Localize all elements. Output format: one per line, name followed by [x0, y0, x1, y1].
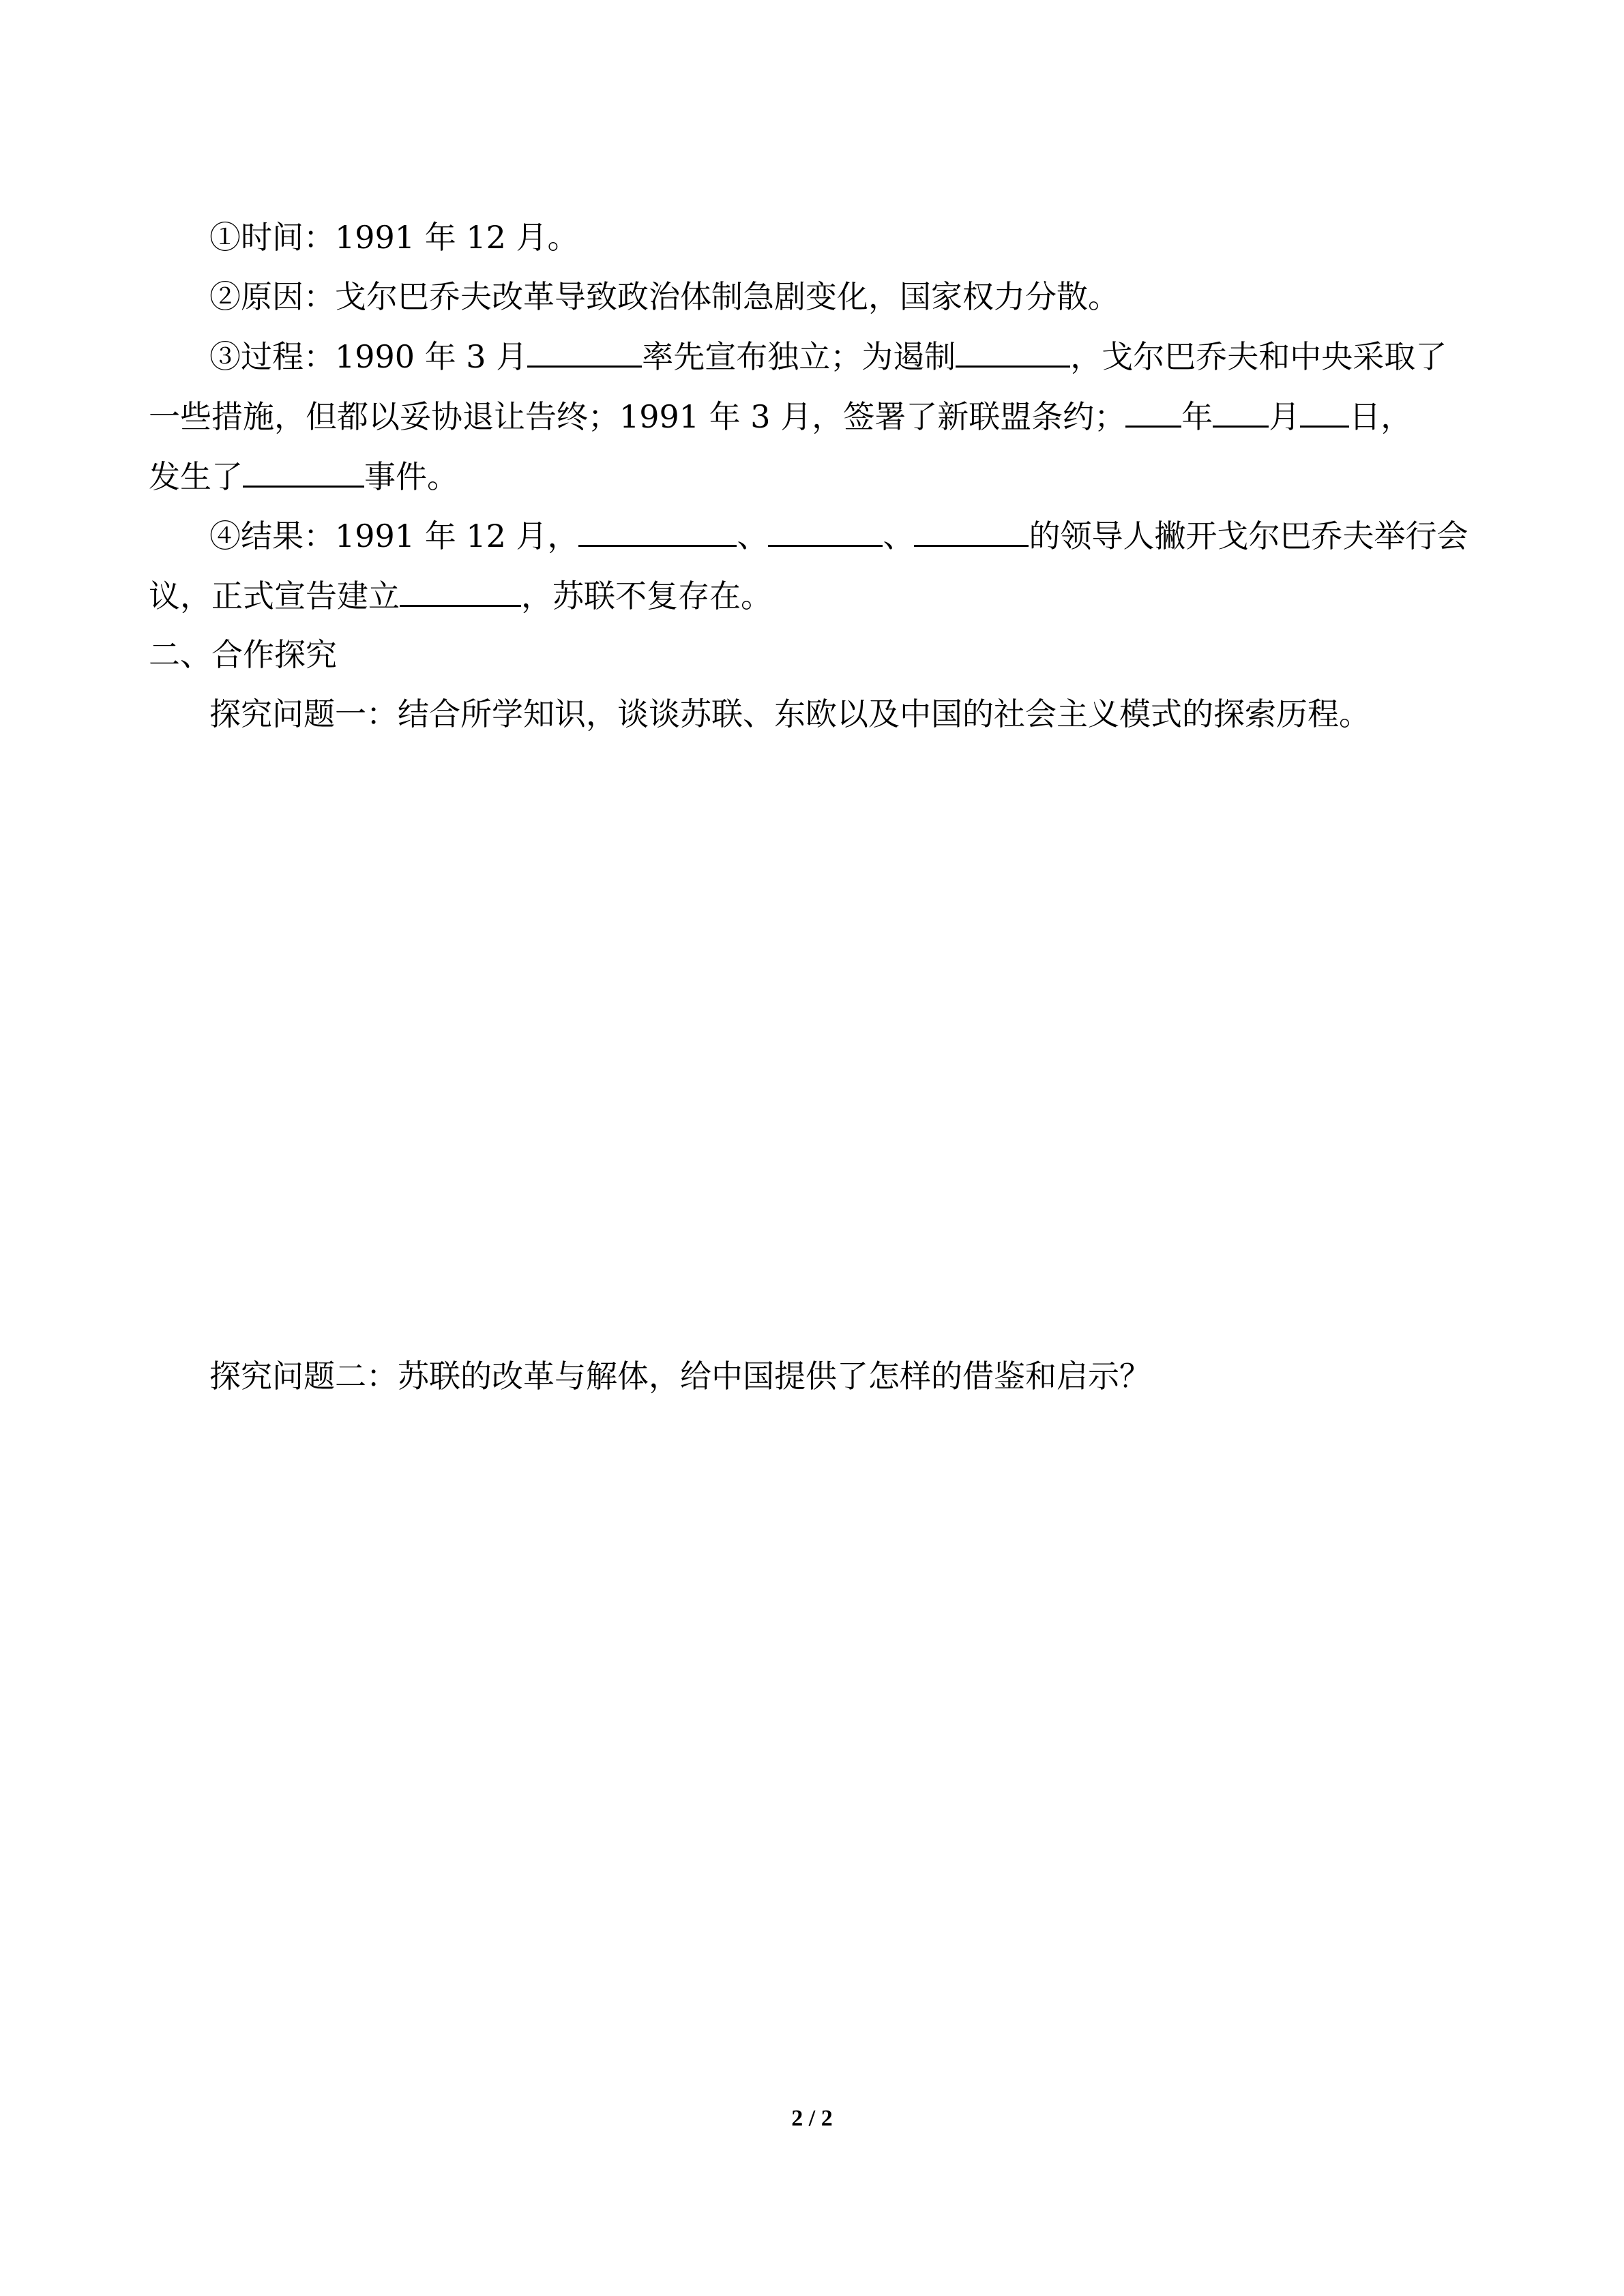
result-text-3: 、: [883, 518, 915, 554]
line-process-3: [149, 456, 458, 497]
result-text-2: 、: [737, 518, 769, 554]
line-time-text: ①时间：1991 年 12 月。: [209, 219, 579, 256]
process2-text-3: 月: [1269, 398, 1301, 435]
line-time: [209, 217, 578, 258]
fill-blank[interactable]: [578, 515, 737, 547]
result2-text-2: ，苏联不复存在。: [521, 578, 772, 614]
process2-text-2: 年: [1181, 398, 1213, 435]
fill-blank[interactable]: [400, 575, 521, 607]
page-number: 2 / 2: [791, 2106, 833, 2131]
fill-blank[interactable]: [956, 336, 1070, 368]
fill-blank[interactable]: [768, 515, 883, 547]
result2-text-1: 议，正式宣告建立: [149, 578, 400, 614]
fill-blank[interactable]: [914, 515, 1029, 547]
section-heading-text: 二、合作探究: [149, 636, 337, 673]
result-text-4: 的领导人撇开戈尔巴乔夫举行会: [1029, 518, 1468, 554]
line-reason: [209, 276, 1119, 317]
result-text-1: ④结果：1991 年 12 月，: [209, 518, 579, 554]
process-text-1: ③过程：1990 年 3 月: [209, 338, 528, 375]
line-result: [209, 515, 1468, 556]
inquiry-question-2-text: 探究问题二：苏联的改革与解体，给中国提供了怎样的借鉴和启示？: [209, 1358, 1151, 1395]
fill-blank[interactable]: [243, 456, 364, 488]
process3-text-2: 事件。: [364, 458, 458, 495]
line-process-2: [149, 396, 1412, 437]
process-text-2: 率先宣布独立；为遏制: [642, 338, 956, 375]
section-heading-cooperative-inquiry: [149, 634, 337, 675]
inquiry-question-1: [209, 694, 1370, 734]
process2-text-4: 日，: [1349, 398, 1413, 435]
inquiry-question-1-text: 探究问题一：结合所学知识，谈谈苏联、东欧以及中国的社会主义模式的探索历程。: [209, 696, 1370, 732]
fill-blank[interactable]: [1300, 396, 1349, 428]
line-result-2: [149, 575, 772, 616]
process3-text-1: 发生了: [149, 458, 243, 495]
fill-blank[interactable]: [527, 336, 642, 368]
line-process: [209, 336, 1447, 377]
fill-blank[interactable]: [1125, 396, 1181, 428]
inquiry-question-2: [209, 1356, 1151, 1397]
fill-blank[interactable]: [1213, 396, 1269, 428]
line-reason-text: ②原因：戈尔巴乔夫改革导致政治体制急剧变化，国家权力分散。: [209, 278, 1119, 315]
process-text-3: ，戈尔巴乔夫和中央采取了: [1070, 338, 1447, 375]
process2-text-1: 一些措施，但都以妥协退让告终；1991 年 3 月，签署了新联盟条约；: [149, 398, 1126, 435]
